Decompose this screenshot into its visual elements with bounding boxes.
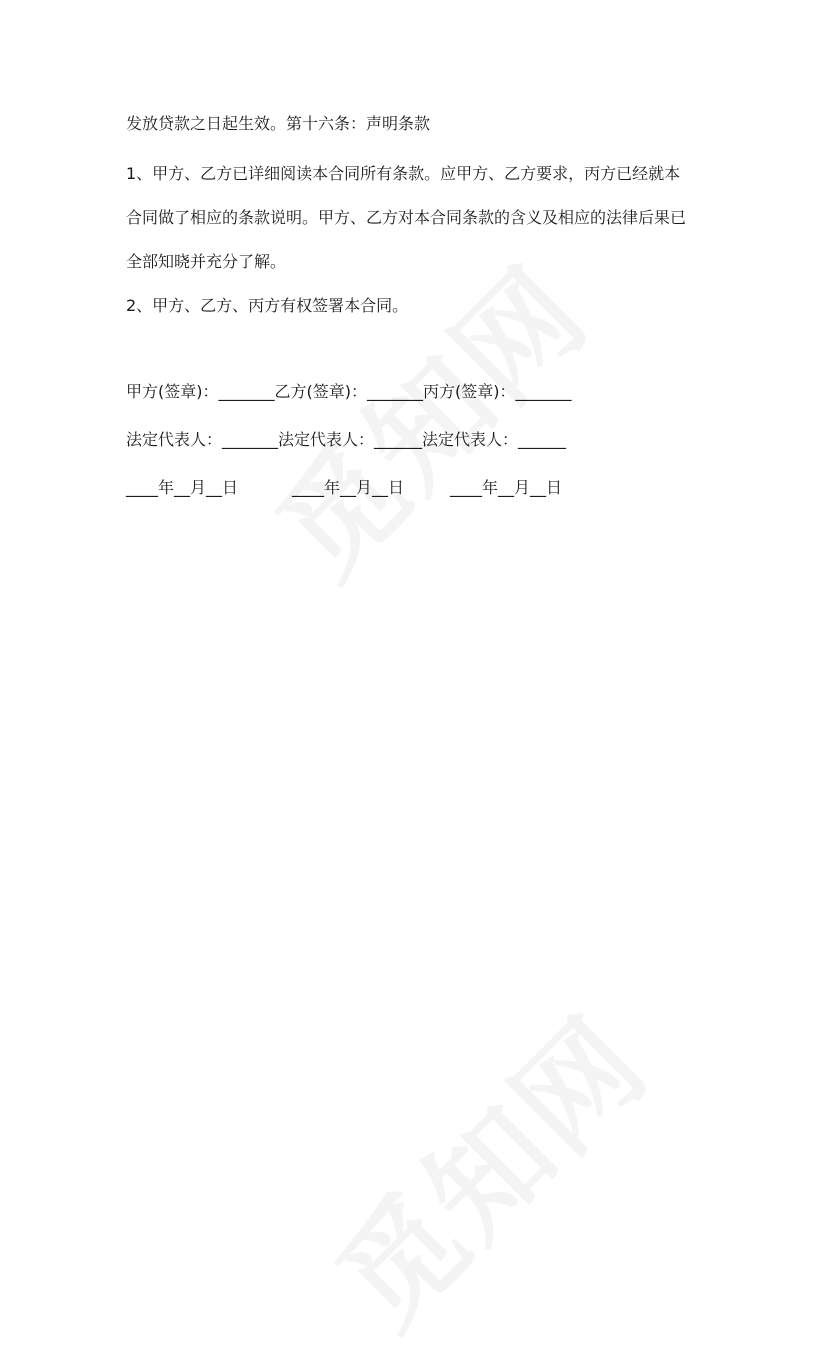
paragraph-line: 发放贷款之日起生效。第十六条：声明条款 <box>126 114 431 133</box>
representative-line: 法定代表人：_______法定代表人：______法定代表人：______ <box>126 430 567 449</box>
paragraph-line: 全部知晓并充分了解。 <box>126 252 287 271</box>
paragraph-clause-1 <box>126 152 716 328</box>
seal-line: 甲方(签章)：_______乙方(签章)：_______丙方(签章)：_______ <box>126 382 572 401</box>
date-field: ____年__月__日 <box>292 478 405 497</box>
paragraph-line: 合同做了相应的条款说明。甲方、乙方对本合同条款的含义及相应的法律后果已 <box>126 208 687 227</box>
watermark <box>294 974 679 1358</box>
date-field: ____年__月__日 <box>450 478 563 497</box>
date-field: ____年__月__日 <box>126 478 239 497</box>
signature-block <box>126 368 716 512</box>
paragraph-line: 2、甲方、乙方、丙方有权签署本合同。 <box>126 296 409 315</box>
date-line <box>126 464 716 512</box>
document-body <box>126 108 716 512</box>
paragraph-line: 1、甲方、乙方已详细阅读本合同所有条款。应甲方、乙方要求，丙方已经就本 <box>126 164 681 183</box>
